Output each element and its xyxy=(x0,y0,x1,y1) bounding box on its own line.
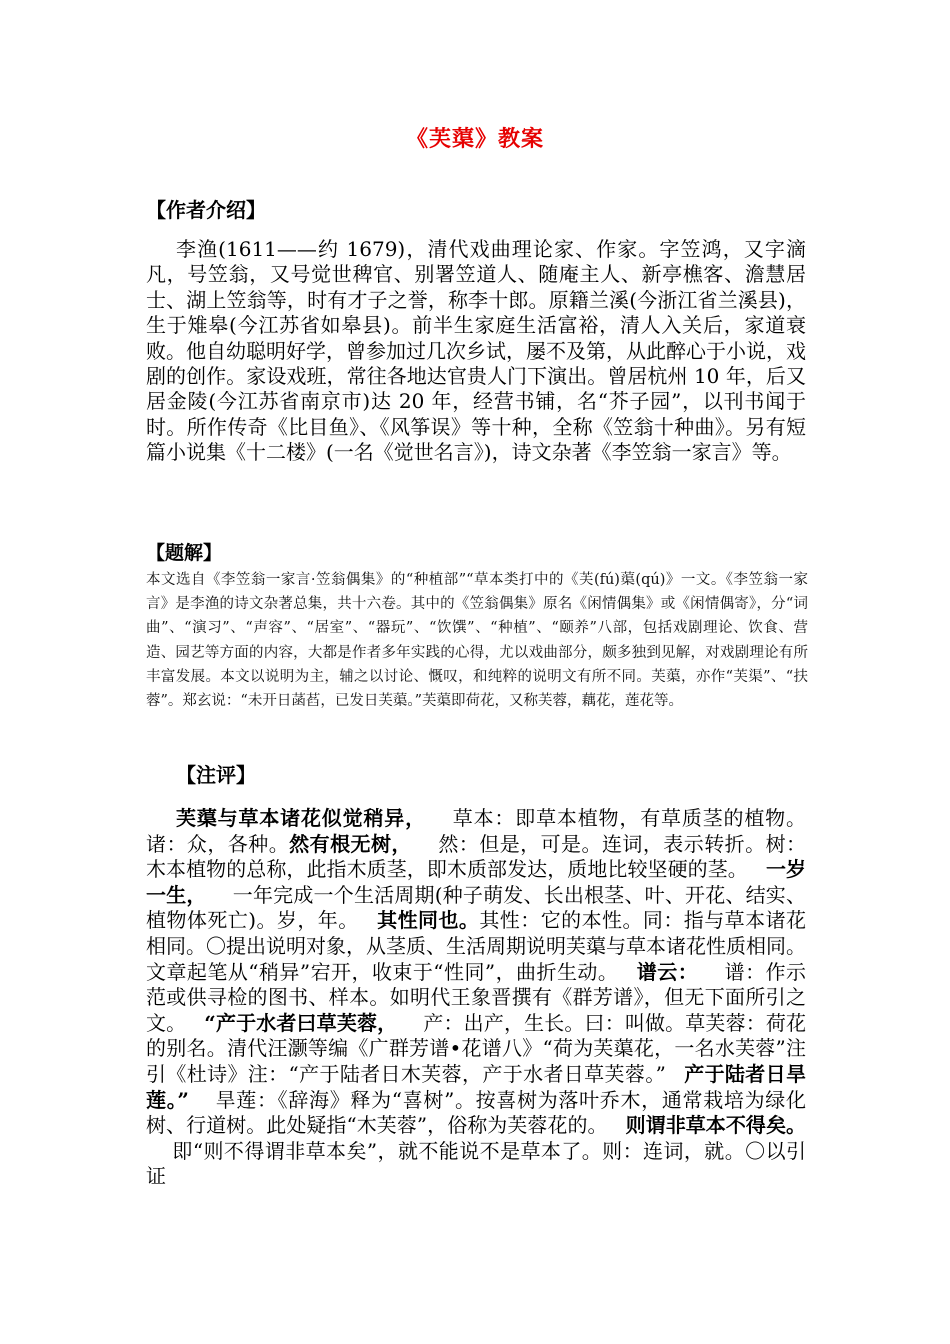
annotated-quote: 则谓非草本不得矣。 xyxy=(625,1113,806,1138)
annotation-note: 即“则不得谓非草本矣”，就不能说不是草本了。则：连词，就。〇以引证 xyxy=(146,1138,806,1189)
notes-section-heading: 【注评】 xyxy=(176,763,256,787)
annotated-quote: 芙蕖与草本诸花似觉稍异， xyxy=(176,806,426,830)
annotation-note: 旱莲：《辞海》释为“喜树”。按喜树为落叶乔木，通常栽培为绿化树、行道树。此处疑指“木芙蓉”，俗称为芙蓉花的。 xyxy=(146,1087,806,1138)
notes-section-body xyxy=(146,806,806,1190)
annotation-note: 产：出产，生长。曰：叫做。草芙蓉：荷花的别名。清代汪灏等编《广群芳谱•花谱八》“荷为芙蕖花，一名水芙蓉”注引《杜诗》注：“产于陆者日木芙蓉，产于水者日草芙蓉。” xyxy=(146,1010,806,1086)
annotated-quote: 一岁一生， xyxy=(146,857,806,907)
annotated-quote: 产于陆者日旱莲。” xyxy=(146,1061,807,1112)
annotation-note: 其性：它的本性。同：指与草本诸花相同。〇提出说明对象，从茎质、生活周期说明芙蕖与草本诸花性质相同。文章起笔从“稍异”宕开，收束于“性同”，曲折生动。 xyxy=(146,908,807,984)
author-section-heading: 【作者介绍】 xyxy=(146,198,266,222)
explain-section-body: 本文选自《李笠翁一家言·笠翁偶集》的“种植部”“草本类打中的《芙(fú)蕖(qú)》一文。《李笠翁一家言》是李渔的诗文杂著总集，共十六卷。其中的《笠翁偶集》原名《闲情偶集》或《闲情偶寄》，分“词曲”、“演习”、“声容”、“居室”、“器玩”、“饮馔”、“种植”、“颐养”八部，包括戏剧理论、饮食、营造、园艺等方面的内容，大都是作者多年实践的心得，尤以戏曲部分，颇多独到见解，对戏剧理论有所丰富发展。本文以说明为主，辅之以讨论、慨叹，和纯粹的说明文有所不同。芙蕖，亦作“芙渠”、“扶蓉”。郑玄说：“未开日菡萏，已发日芙蕖。”芙蕖即荷花，又称芙蓉，藕花，莲花等。 xyxy=(146,572,808,710)
annotated-quote: “产于水者曰草芙蓉， xyxy=(204,1010,398,1035)
annotation-note: 谱：作示范或供寻检的图书、样本。如明代王象晋撰有《群芳谱》，但无下面所引之文。 xyxy=(146,959,807,1035)
annotated-quote: 然有根无树， xyxy=(289,831,412,856)
document-title: 《芙蕖》教案 xyxy=(405,126,544,152)
annotation-note: 一年完成一个生活周期(种子萌发、长出根茎、叶、开花、结实、植物体死亡)。岁，年。 xyxy=(146,882,807,933)
author-section-body: 李渔(1611——约 1679)，清代戏曲理论家、作家。字笠鸿，又字滴凡，号笠翁，又号觉世稗官、别署笠道人、随庵主人、新亭樵客、澹慧居士、湖上笠翁等，时有才子之誉，称李十郎。原籍兰溪(今浙江省兰溪县)，生于雉皋(今江苏省如皋县)。前半生家庭生活富裕，清人入关后，家道衰败。他自幼聪明好学，曾参加过几次乡试，屡不及第，从此醉心于小说，戏剧的创作。家设戏班，常往各地达官贵人门下演出。曾居杭州 10 年，后又居金陵(今江苏省南京市)达 20 年，经营书铺，名“芥子园”，以刊书闻于时。所作传奇《比目鱼》、《风筝误》等十种，全称《笠翁十种曲》。另有短篇小说集《十二楼》(一名《觉世名言》)，诗文杂著《李笠翁一家言》等。 xyxy=(146,237,806,465)
annotated-quote: 谱云： xyxy=(636,959,699,984)
explain-section-heading: 【题解】 xyxy=(146,542,223,564)
annotation-note: 然：但是，可是。连词，表示转折。树：木本植物的总称，此指木质茎，即木质部发达，质地比较坚硬的茎。 xyxy=(146,831,807,882)
annotated-quote: 其性同也。 xyxy=(376,908,480,933)
annotation-note: 草本：即草本植物，有草质茎的植物。诸：众，各种。 xyxy=(146,806,807,856)
